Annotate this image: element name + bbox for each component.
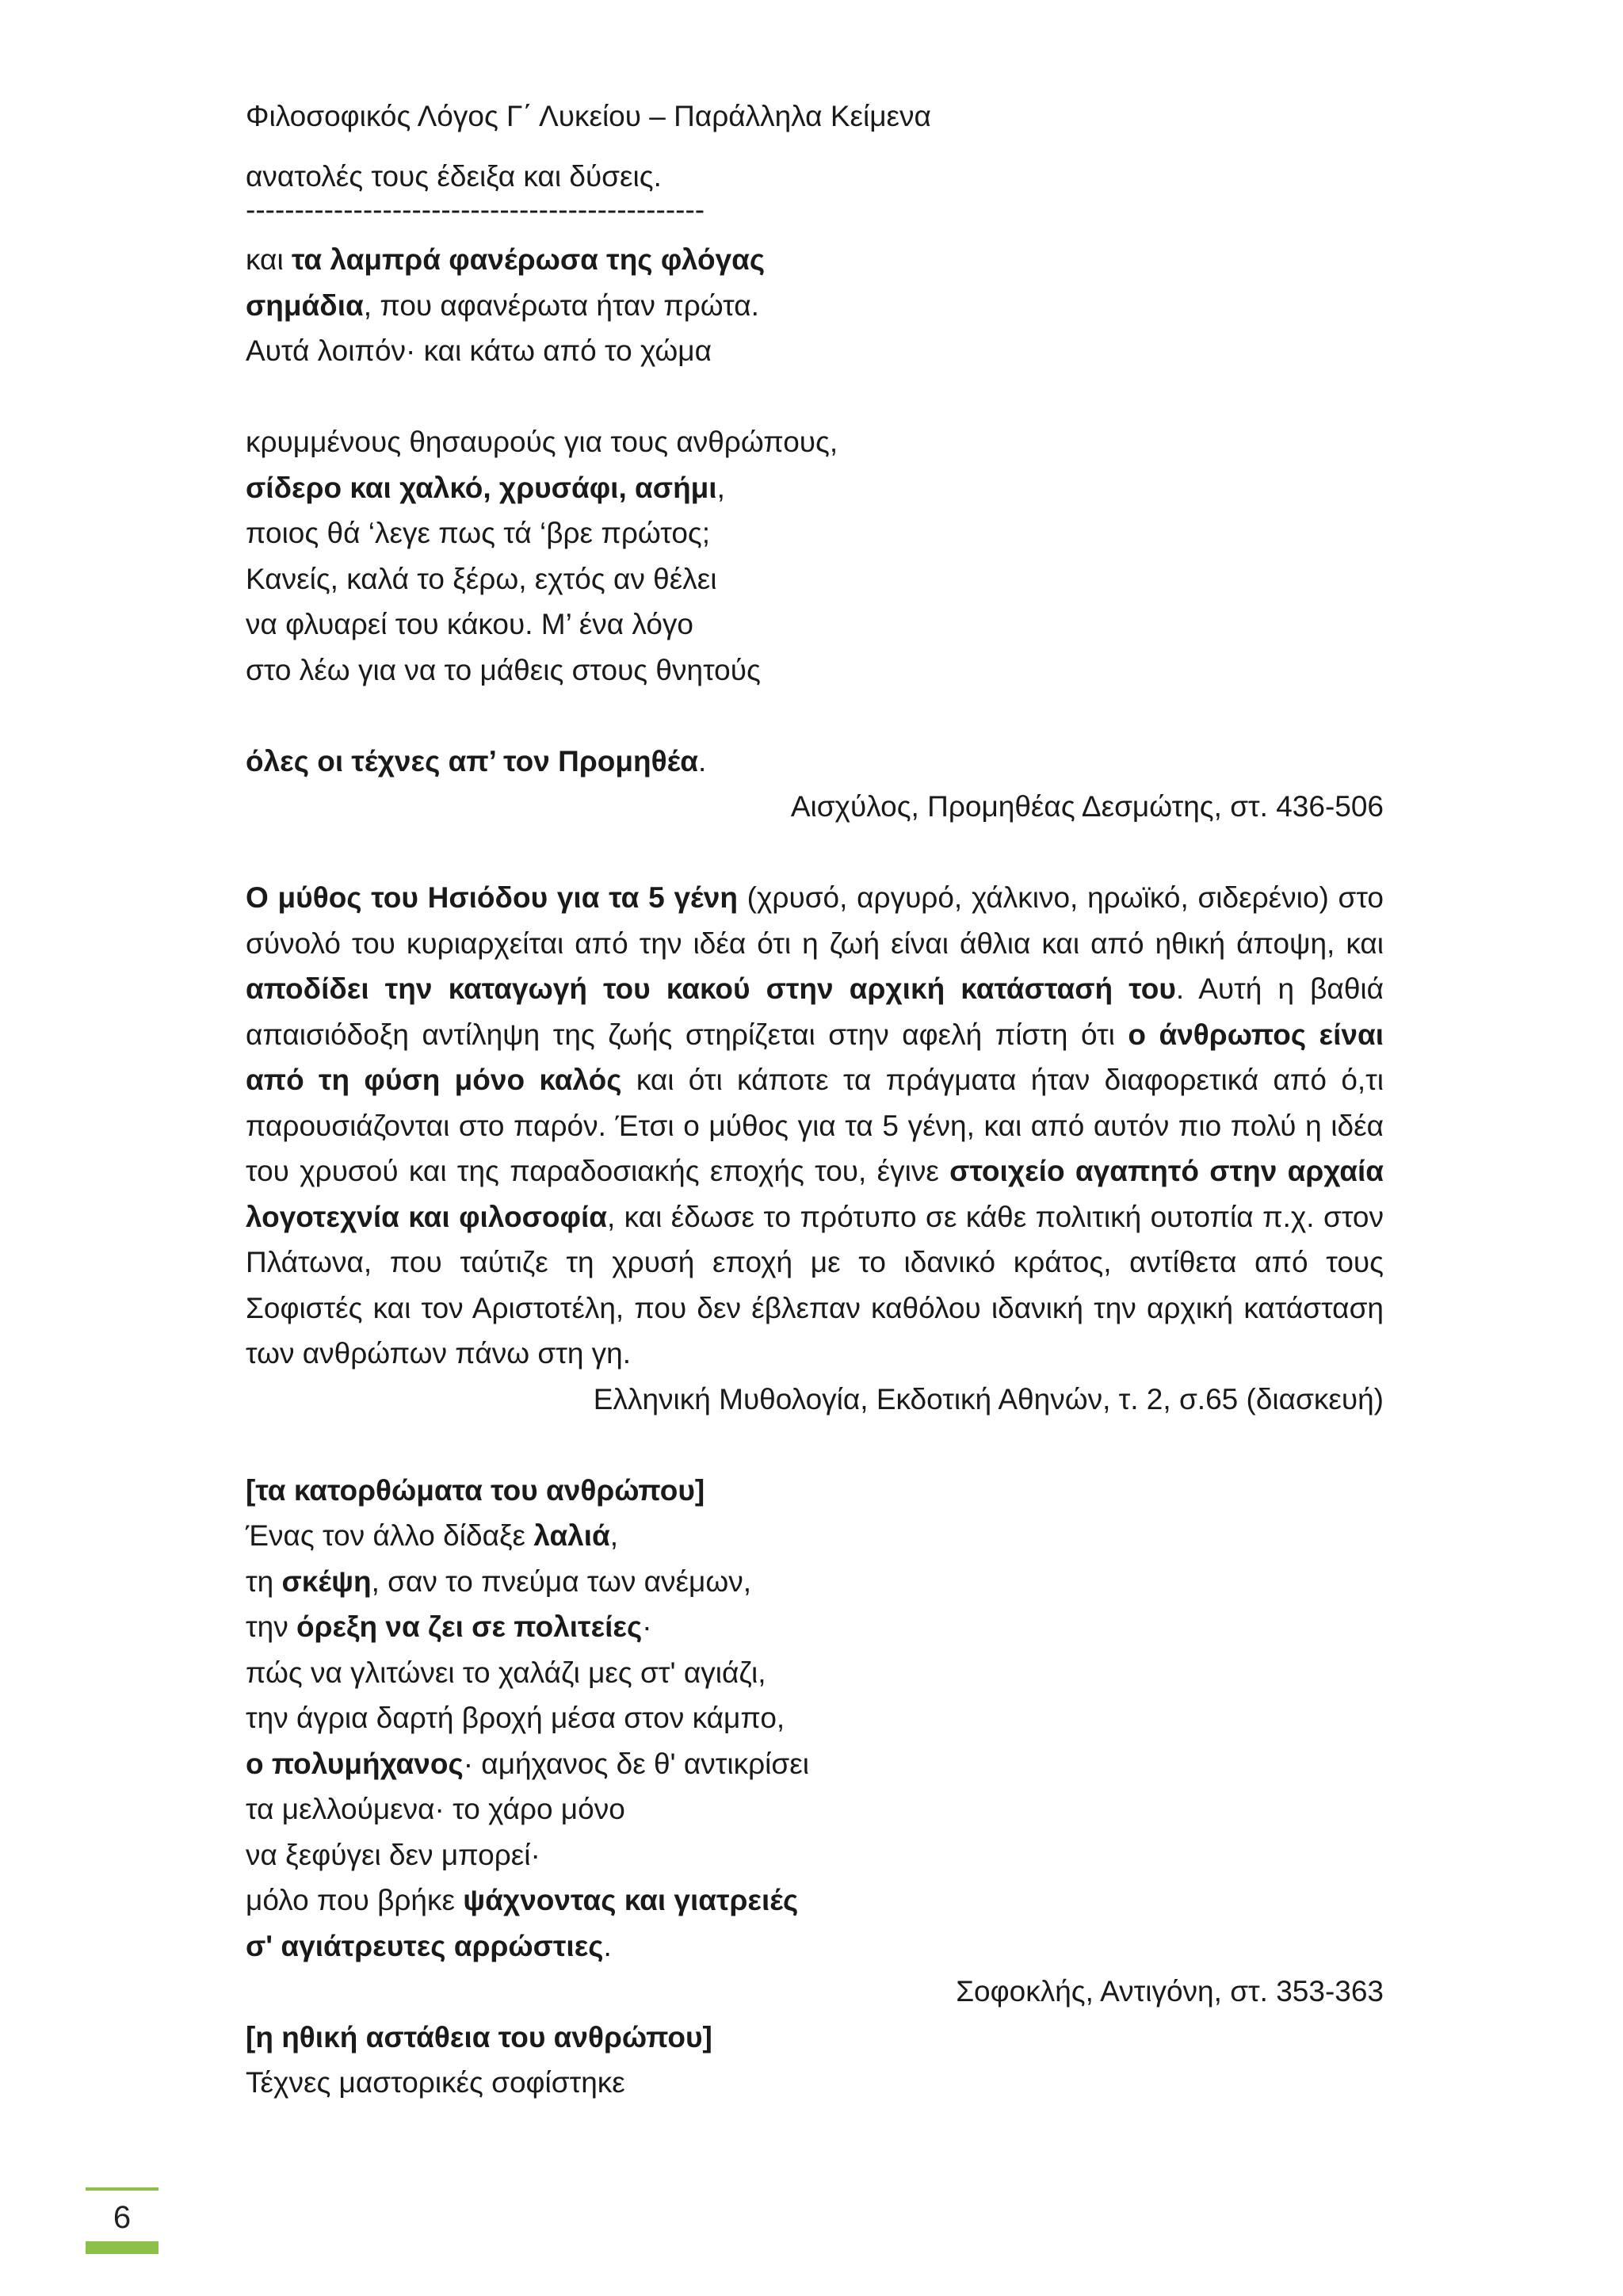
poem-line: τα μελλούμενα· το χάρο μόνο	[246, 1793, 625, 1825]
poem-line	[246, 1741, 1384, 1787]
bold-text: Ο μύθος του Ησιόδου για τα 5 γένη	[246, 881, 738, 914]
text-run: , και έδωσε το πρότυπο σε κάθε πολιτική ουτοπία π.χ. στον Πλάτωνα, που ταύτιζε τη χρυσή εποχή με το ιδανικό κράτος, αντίθετα από τους Σοφιστές και τον Αριστοτέλη, που δεν έβλεπαν καθόλου ιδανική την αρχική κατάσταση των ανθρώπων πάνω στη γη.	[246, 1200, 1384, 1370]
bold-text: σίδερο και χαλκό, χρυσάφι, ασήμι	[246, 471, 717, 504]
page-number: 6	[113, 2200, 132, 2235]
bold-text: ψάχνοντας και γιατρειές	[463, 1884, 799, 1916]
poem-line: Αυτά λοιπόν· και κάτω από το χώμα	[246, 334, 712, 367]
poem-line	[246, 1559, 1384, 1605]
poem-line: να φλυαρεί του κάκου. Μ’ ένα λόγο	[246, 608, 693, 640]
footer-accent-bar	[86, 2241, 158, 2254]
text-run: ,	[609, 1519, 619, 1552]
poem-line: στο λέω για να το μάθεις στους θνητούς	[246, 653, 761, 686]
text-run: . Αυτή η βαθιά απαισιόδοξη αντίληψη της ζωής στηρίζεται στην αφελή πίστη ότι	[246, 972, 1384, 1051]
text-run: και	[246, 243, 292, 276]
body-paragraph	[246, 875, 1384, 1377]
blank-line	[246, 830, 1384, 876]
page-header: Φιλοσοφικός Λόγος Γ΄ Λυκείου – Παράλληλα Κείμενα	[246, 100, 931, 132]
text-run: .	[603, 1929, 612, 1962]
text-run: την	[246, 1610, 296, 1643]
poem-line	[246, 283, 1384, 329]
poem-line: ποιος θά ‘λεγε πως τά ‘βρε πρώτος;	[246, 517, 711, 549]
source-citation: Αισχύλος, Προμηθέας Δεσμώτης, στ. 436-506	[790, 790, 1384, 823]
poem-line: Κανείς, καλά το ξέρω, εχτός αν θέλει	[246, 562, 717, 595]
poem-line	[246, 1878, 1384, 1924]
bold-text: τα λαμπρά φανέρωσα της φλόγας	[291, 243, 766, 276]
separator-dashes: -----------------------------------------------	[246, 193, 705, 226]
bold-text: στοιχείο αγαπητό στην αρχαία λογοτεχνία και φιλοσοφία	[246, 1155, 1384, 1233]
bold-text: ο άνθρωπος είναι από τη φύση μόνο καλός	[246, 1018, 1384, 1096]
poem-line: πώς να γλιτώνει το χαλάζι μες στ' αγιάζι,	[246, 1656, 766, 1689]
text-run: ,	[716, 471, 725, 504]
bold-text: σκέψη	[281, 1564, 372, 1598]
poem-line: ανατολές τους έδειξα και δύσεις.	[246, 159, 662, 193]
section-heading	[246, 2015, 1384, 2061]
blank-line	[246, 374, 1384, 420]
poem-line: την άγρια δαρτή βροχή μέσα στον κάμπο,	[246, 1702, 785, 1734]
poem-line: Τέχνες μαστορικές σοφίστηκε	[246, 2066, 625, 2099]
bold-text: [τα κατορθώματα του ανθρώπου]	[246, 1473, 705, 1507]
bold-text: ο πολυμήχανος	[246, 1747, 464, 1780]
bold-text: σημάδια	[246, 288, 364, 322]
text-run: (χρυσό, αργυρό, χάλκινο, ηρωϊκό, σιδερένιο) στο σύνολό του κυριαρχείται από την ιδέα ότι η ζωή είναι άθλια και από ηθική άποψη, και	[246, 881, 1384, 960]
text-run: , σαν το πνεύμα των ανέμων,	[371, 1564, 752, 1598]
bold-text: αποδίδει την καταγωγή του κακού στην αρχική κατάστασή του	[246, 972, 1176, 1005]
bold-text: όλες οι τέχνες απ’ τον Προμηθέα	[246, 744, 699, 777]
text-run: τη	[246, 1564, 282, 1598]
text-run: Ένας τον άλλο δίδαξε	[246, 1519, 534, 1552]
poem-line	[246, 237, 1384, 283]
poem-line	[246, 465, 1384, 511]
poem-line	[246, 1604, 1384, 1650]
blank-line	[246, 693, 1384, 739]
bold-text: λαλιά	[533, 1519, 610, 1552]
blank-line	[246, 1422, 1384, 1468]
bold-text: σ' αγιάτρευτες αρρώστιες	[246, 1929, 604, 1962]
source-citation: Σοφοκλής, Αντιγόνη, στ. 353-363	[956, 1975, 1384, 2008]
page-content	[246, 94, 1384, 2106]
poem-line	[246, 739, 1384, 785]
bold-text: όρεξη να ζει σε πολιτείες	[296, 1610, 643, 1643]
text-run: και ότι κάποτε τα πράγματα ήταν διαφορετικά από ό,τι παρουσιάζονται στο παρόν. Έτσι ο μύθος για τα 5 γένη, και από αυτόν πιο πολύ η ιδέα του χρυσού και της παραδοσιακής εποχής του, έγινε	[246, 1064, 1384, 1187]
text-run: ·	[642, 1610, 652, 1643]
bold-text: [η ηθική αστάθεια του ανθρώπου]	[246, 2020, 712, 2053]
source-citation: Ελληνική Μυθολογία, Εκδοτική Αθηνών, τ. 2, σ.65 (διασκευή)	[593, 1382, 1384, 1415]
text-run: .	[698, 744, 707, 777]
poem-line	[246, 1513, 1384, 1559]
poem-line: να ξεφύγει δεν μπορεί·	[246, 1838, 540, 1871]
poem-line: κρυμμένους θησαυρούς για τους ανθρώπους,	[246, 426, 838, 458]
text-run: , που αφανέρωτα ήταν πρώτα.	[363, 288, 759, 322]
section-heading	[246, 1468, 1384, 1514]
text-run: μόλο που βρήκε	[246, 1884, 464, 1916]
text-run: · αμήχανος δε θ' αντικρίσει	[463, 1747, 809, 1780]
footer-accent-line	[86, 2187, 158, 2191]
poem-line	[246, 1924, 1384, 1969]
